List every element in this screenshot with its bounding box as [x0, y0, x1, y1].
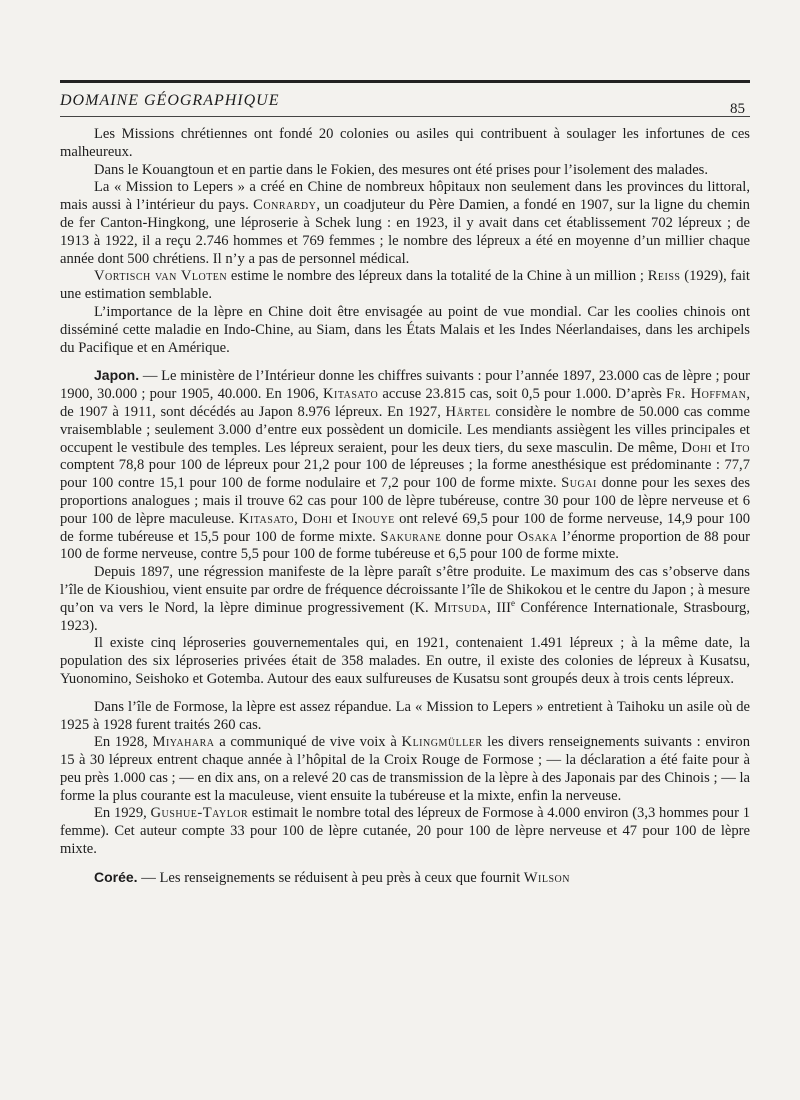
text-run: Les Missions chrétiennes ont fondé 20 colonies ou asiles qui contribuent à soulager les infortunes de ces malheureux.	[60, 126, 750, 160]
text-run: donne pour	[441, 528, 518, 545]
paragraph	[60, 564, 750, 635]
paragraph	[60, 367, 750, 564]
text-run: — Les renseignements se réduisent à peu près à ceux que fournit	[137, 869, 524, 886]
text-run: a communiqué de vive voix à	[214, 734, 402, 751]
paragraph	[60, 635, 750, 688]
author-name: Kitasato	[238, 510, 295, 527]
author-name: Reiss	[647, 268, 681, 285]
author-name: Ito	[730, 439, 750, 456]
text-run: En 1929,	[94, 805, 151, 822]
author-name: Härtel	[445, 403, 491, 420]
body-text	[60, 126, 750, 888]
paragraph	[60, 179, 750, 268]
text-run: , de 1907 à 1911, sont décédés au Japon 8.976 lépreux. En 1927,	[60, 386, 750, 420]
running-header-title: DOMAINE GÉOGRAPHIQUE	[60, 92, 280, 109]
superscript: e	[511, 597, 515, 608]
text-run: Dans le Kouangtoun et en partie dans le Fokien, des mesures ont été prises pour l’isolement des malades.	[94, 161, 708, 178]
text-run: et	[711, 439, 731, 456]
text-run: considère le nombre de 50.000 cas comme vraisemblable ; seulement 3.000 d’entre eux possèdent un domicile. Les mendiants assiègent les villes principales et occupent le vestibule des temples. Les lépreux seraient, pour les deux tiers, du sexe masculin. De même,	[60, 403, 750, 456]
author-name: Sakurane	[380, 528, 442, 545]
author-name: Miyahara	[152, 734, 215, 751]
text-run: , III	[487, 599, 511, 616]
section-heading: Japon.	[94, 367, 140, 384]
author-name: Conrardy	[253, 197, 317, 214]
text-run: L’importance de la lèpre en Chine doit être envisagée au point de vue mondial. Car les coolies chinois ont disséminé cette maladie en Indo-Chine, au Siam, dans les États Malais et les Indes Néerlandaises, dans les archipels du Pacifique et en Amérique.	[60, 303, 750, 356]
author-name: Mitsuda	[434, 599, 488, 616]
section-heading: Corée.	[94, 868, 138, 885]
text-run: comptent 78,8 pour 100 de lépreux pour 21,2 pour 100 de lépreuses ; la forme anesthésique est prédominante : 77,7 pour 100 contre 15,1 pour 100 de forme nodulaire et 7,2 pour 100 de forme mixte.	[60, 457, 750, 492]
text-run: La « Mission to Lepers » a créé en Chine de nombreux hôpitaux non seulement dans les provinces du littoral, mais aussi à l’intérieur du pays.	[60, 179, 750, 214]
text-run: (1929), fait une estimation semblable.	[60, 268, 750, 303]
header-rule-thick	[60, 80, 750, 83]
text-run: Dans l’île de Formose, la lèpre est assez répandue. La « Mission to Lepers » entretient à Taihoku un asile où de 1925 à 1928 furent traités 260 cas.	[60, 698, 750, 733]
text-run: donne pour les sexes des proportions analogues ; mais il trouve 62 cas pour 100 de lèpre tubéreuse, contre 30 pour 100 de lèpre nerveuse et 6 pour 100 de lèpre maculeuse.	[60, 475, 750, 527]
text-run: En 1928,	[94, 734, 153, 751]
text-run: Depuis 1897, une régression manifeste de la lèpre paraît s’être produite. Le maximum des cas s’observe dans l’île de Kioushiou, vient ensuite par ordre de fréquence décroissante l’île de Shikokou et le centre du Japon ; à mesure qu’on va vers le Nord, la lèpre diminue progressivement (K.	[60, 564, 750, 616]
text-run: Conférence Internationale, Strasbourg, 1923).	[60, 599, 750, 634]
text-run: estimait le nombre total des lépreux de Formose à 4.000 environ (3,3 hommes pour 1 femme). Cet auteur compte 33 pour 100 de lèpre cutanée, 20 pour 100 de lèpre nerveuse et 47 pour 100 de lèpre mixte.	[60, 805, 750, 858]
paragraph	[60, 268, 750, 304]
author-name: Dohi	[302, 510, 333, 527]
author-name: Sugai	[561, 475, 597, 492]
paragraph	[60, 699, 750, 735]
author-name: Osaka	[517, 528, 558, 545]
author-name: Vortisch van Vloten	[94, 268, 228, 285]
text-run: — Le ministère de l’Intérieur donne les chiffres suivants : pour l’année 1897, 23.000 cas de lèpre ; pour 1900, 30.000 ; pour 1905, 40.000. En 1906,	[60, 368, 750, 403]
author-name: Klingmüller	[401, 734, 483, 751]
paragraph	[60, 805, 750, 858]
text-run: les divers renseignements suivants : environ 15 à 30 lépreux entrent chaque année à l’hôpital de la Croix Rouge de Formose ; — la déclaration a été faite pour à peu près 1.000 cas ; — en dix ans, on a relevé 20 cas de transmission de la lèpre à des Japonais par des Chinois ; — la forme la plus courante est la maculeuse, vient ensuite la tubéreuse et la mixte, enfin la nerveuse.	[60, 734, 751, 804]
text-run: Il existe cinq léproseries gouvernementales qui, en 1921, contenaient 1.491 lépreux ; à la même date, la population des six léproseries privées était de 358 malades. En outre, il existe des colonies de lépreux à Kusatsu, Yuonomino, Seishoko et Gotemba. Autour des eaux sulfureuses de Kusatsu sont groupés deux à trois cents lépreux.	[60, 635, 750, 687]
author-name: Gushue-Taylor	[150, 805, 249, 822]
paragraph	[60, 734, 750, 805]
text-run: ,	[294, 510, 303, 527]
author-name: Fr. Hoffman	[665, 386, 747, 403]
text-run: ont relevé 69,5 pour 100 de forme nerveuse, 14,9 pour 100 de forme tubéreuse et 15,5 pour 100 de forme mixte.	[60, 510, 751, 545]
author-name: Inouye	[351, 510, 395, 527]
text-run: , un coadjuteur du Père Damien, a fondé en 1907, sur la ligne du chemin de fer Canton-Hingkong, une léproserie à Schek lung : en 1923, il y avait dans cet établissement 702 lépreux ; de 1913 à 1922, il a reçu 2.746 hommes et 769 femmes ; le nombre des lépreux a été en moyenne d’un millier chaque année dont 500 chrétiens. Il n’y a pas de personnel médical.	[60, 197, 750, 267]
text-run: accuse 23.815 cas, soit 0,5 pour 1.000. D’après	[378, 386, 666, 403]
paragraph	[60, 304, 750, 357]
header-rule-thin	[60, 116, 750, 117]
author-name: Dohi	[681, 439, 712, 456]
paragraph	[60, 162, 750, 180]
author-name: Wilson	[523, 869, 570, 886]
text-run: et	[332, 510, 352, 527]
text-run: estime le nombre des lépreux dans la totalité de la Chine à un million ;	[227, 268, 648, 285]
paragraph	[60, 869, 750, 888]
page-number: 85	[730, 101, 745, 117]
text-run: l’énorme proportion de 88 pour 100 de forme nerveuse, contre 5,5 pour 100 de forme tubéreuse et 6,5 pour 100 de forme mixte.	[60, 528, 750, 563]
author-name: Kitasato	[322, 386, 379, 403]
paragraph	[60, 126, 750, 162]
